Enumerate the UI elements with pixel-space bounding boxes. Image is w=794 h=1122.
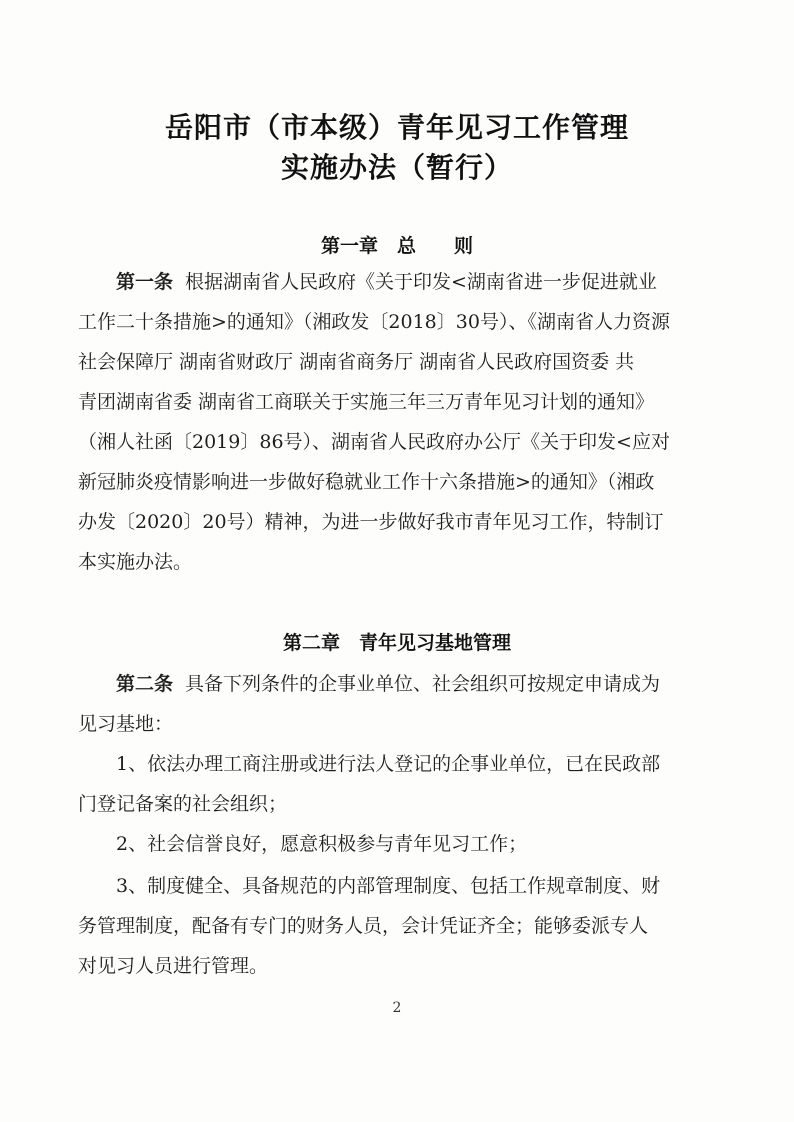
article-1-label: 第一条	[116, 271, 174, 293]
article-2-text: 具备下列条件的企事业单位、社会组织可按规定申请成为	[185, 673, 661, 695]
article-1-line-3: 社会保障厅 湖南省财政厅 湖南省商务厅 湖南省人民政府国资委 共	[78, 351, 635, 373]
item-3-line-2: 务管理制度，配备有专门的财务人员，会计凭证齐全；能够委派专人	[78, 915, 649, 937]
article-1-text: 根据湖南省人民政府《关于印发<湖南省进一步促进就业	[185, 271, 657, 293]
document-title-line-2: 实施办法（暂行）	[280, 151, 513, 184]
page-number: 2	[392, 1000, 402, 1016]
document-title-line-1: 岳阳市（市本级）青年见习工作管理	[164, 111, 629, 144]
chapter-heading-1: 第一章 总 则	[320, 235, 473, 257]
item-1-line-1: 1、依法办理工商注册或进行法人登记的企事业单位，已在民政部	[116, 753, 661, 775]
article-2-line-1	[78, 664, 730, 704]
article-1-line-4: 青团湖南省委 湖南省工商联关于实施三年三万青年见习计划的通知》	[78, 391, 655, 413]
article-2-label: 第二条	[116, 673, 174, 695]
article-1-line-8: 本实施办法。	[78, 551, 193, 573]
article-2-paragraph	[78, 664, 730, 744]
article-1-line-1	[78, 262, 730, 302]
item-2-line-1: 2、社会信誉良好，愿意积极参与青年见习工作；	[116, 833, 528, 855]
list-item-3	[78, 866, 730, 986]
article-1-line-2: 工作二十条措施>的通知》（湘政发〔2018〕30号）、《湖南省人力资源	[78, 311, 670, 333]
item-1-line-2: 门登记备案的社会组织；	[78, 793, 288, 815]
item-3-line-3: 对见习人员进行管理。	[78, 955, 269, 977]
item-3-line-1: 3、制度健全、具备规范的内部管理制度、包括工作规章制度、财	[116, 875, 661, 897]
article-1-line-6: 新冠肺炎疫情影响进一步做好稳就业工作十六条措施>的通知》（湘政	[78, 471, 655, 493]
article-2-line-2: 见习基地：	[78, 713, 174, 735]
article-1-line-7: 办发〔2020〕20号）精神，为进一步做好我市青年见习工作，特制订	[78, 511, 664, 533]
article-1-paragraph	[78, 262, 730, 582]
article-1-line-5: （湘人社函〔2019〕86号）、湖南省人民政府办公厅《关于印发<应对	[78, 431, 670, 453]
list-item-1	[78, 744, 730, 824]
chapter-heading-2: 第二章 青年见习基地管理	[282, 632, 511, 654]
list-item-2	[78, 824, 730, 864]
